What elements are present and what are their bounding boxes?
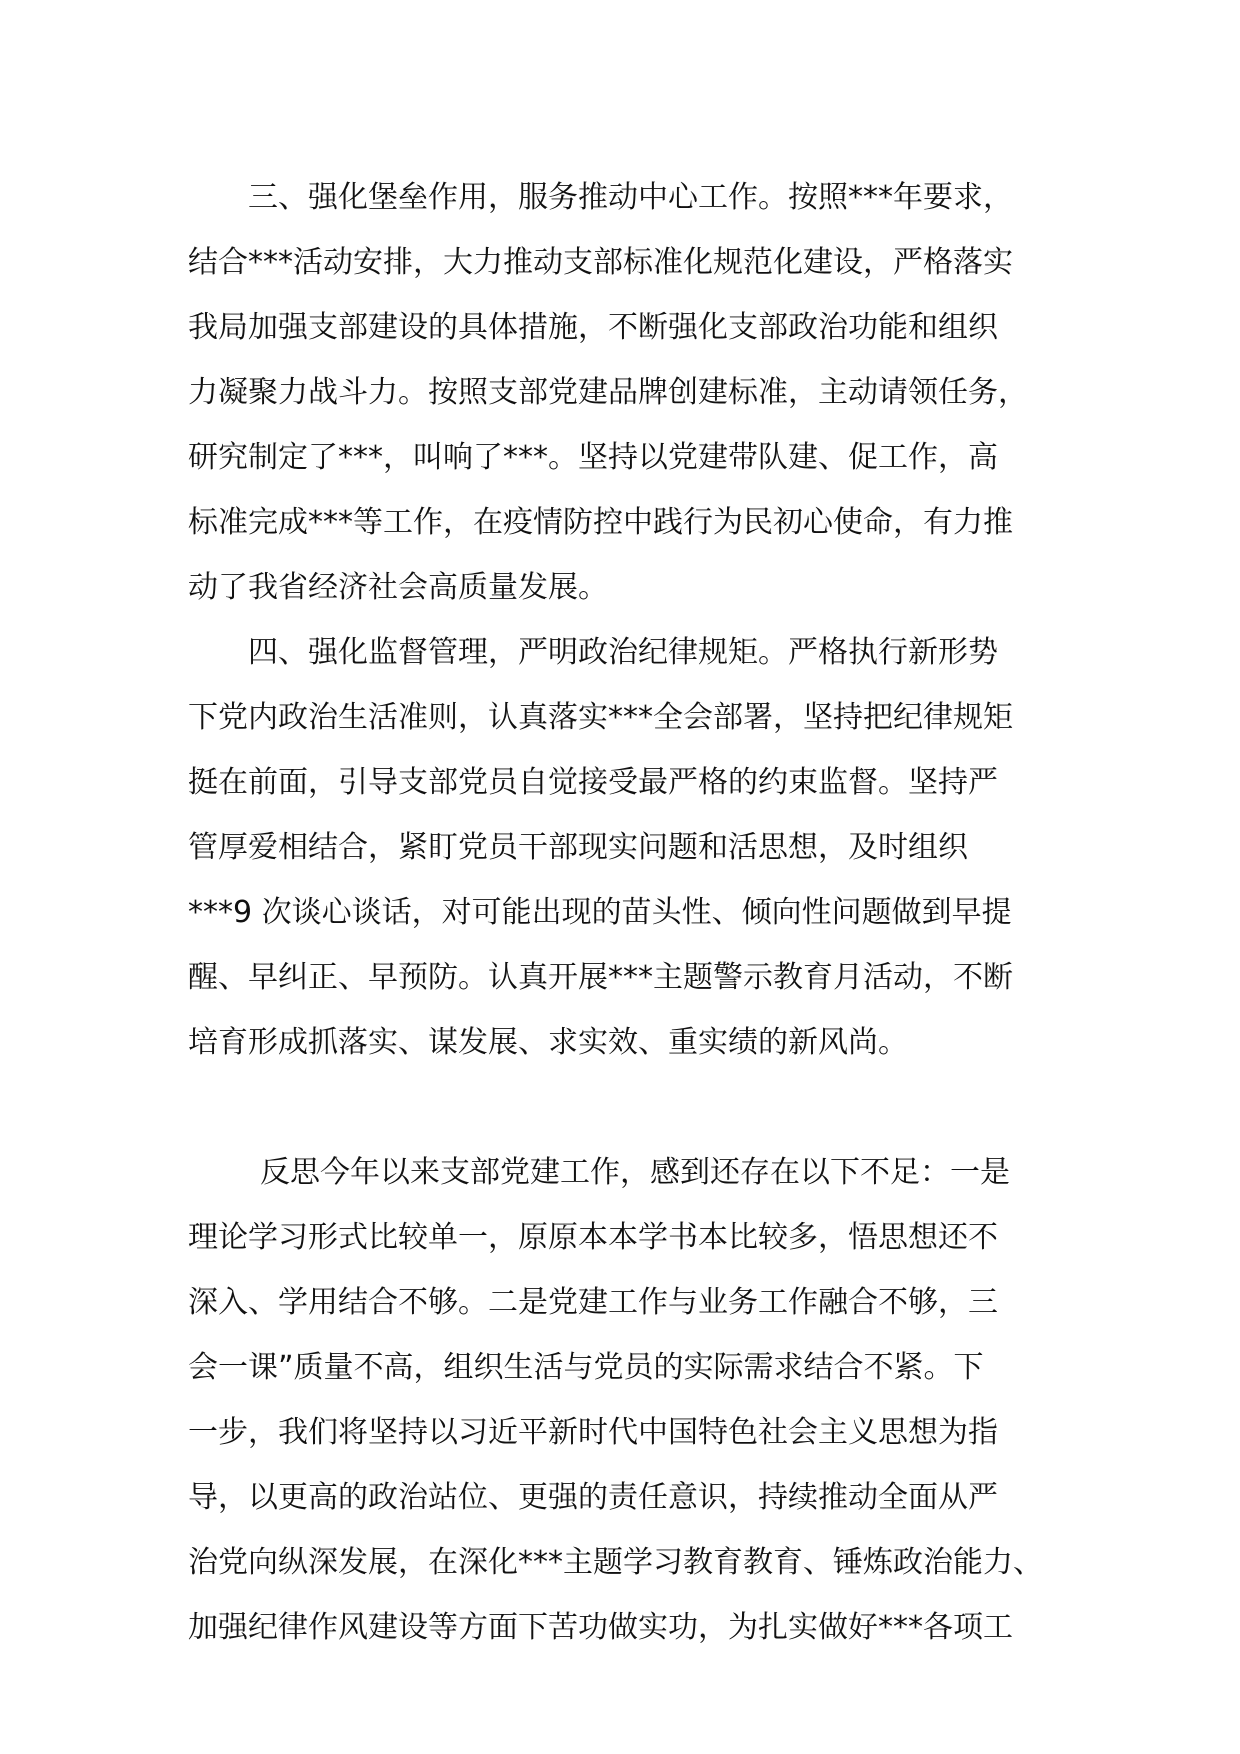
paragraph-line: 三、强化堡垒作用，服务推动中心工作。按照***年要求， xyxy=(248,180,1013,215)
document-body xyxy=(188,165,1068,1660)
paragraph-line: 导，以更高的政治站位、更强的责任意识，持续推动全面从严 xyxy=(188,1480,998,1515)
paragraph-line: ***9 次谈心谈话，对可能出现的苗头性、倾向性问题做到早提 xyxy=(188,895,1012,930)
paragraph-line: 管厚爱相结合，紧盯党员干部现实问题和活思想，及时组织 xyxy=(188,830,968,865)
paragraph-line xyxy=(188,1075,1068,1140)
paragraph-line: 培育形成抓落实、谋发展、求实效、重实绩的新风尚。 xyxy=(188,1025,908,1060)
paragraph-line: 一步，我们将坚持以习近平新时代中国特色社会主义思想为指 xyxy=(188,1415,998,1450)
paragraph-reflection xyxy=(188,1140,1068,1660)
paragraph-line: 理论学习形式比较单一，原原本本学书本比较多，悟思想还不 xyxy=(188,1220,998,1255)
paragraph-line: 深入、学用结合不够。二是党建工作与业务工作融合不够，三 xyxy=(188,1285,998,1320)
paragraph-line: 标准完成***等工作，在疫情防控中践行为民初心使命，有力推 xyxy=(188,505,1013,540)
paragraph-line: 挺在前面，引导支部党员自觉接受最严格的约束监督。坚持严 xyxy=(188,765,998,800)
paragraph-line: 反思今年以来支部党建工作，感到还存在以下不足：一是 xyxy=(260,1155,1010,1190)
paragraph-line: 加强纪律作风建设等方面下苦功做实功，为扎实做好***各项工 xyxy=(188,1610,1013,1645)
paragraph-line: 醒、早纠正、早预防。认真开展***主题警示教育月活动，不断 xyxy=(188,960,1013,995)
paragraph-section-three xyxy=(188,165,1068,620)
paragraph-line: 会一课”质量不高，组织生活与党员的实际需求结合不紧。下 xyxy=(188,1350,984,1385)
paragraph-line: 四、强化监督管理，严明政治纪律规矩。严格执行新形势 xyxy=(248,635,998,670)
paragraph-section-four xyxy=(188,620,1068,1140)
paragraph-line: 下党内政治生活准则，认真落实***全会部署，坚持把纪律规矩 xyxy=(188,700,1013,735)
paragraph-line: 动了我省经济社会高质量发展。 xyxy=(188,570,608,605)
paragraph-line: 治党向纵深发展，在深化***主题学习教育教育、锤炼政治能力、 xyxy=(188,1545,1043,1580)
paragraph-line: 研究制定了***，叫响了***。坚持以党建带队建、促工作，高 xyxy=(188,440,998,475)
paragraph-line: 我局加强支部建设的具体措施，不断强化支部政治功能和组织 xyxy=(188,310,998,345)
paragraph-line: 结合***活动安排，大力推动支部标准化规范化建设，严格落实 xyxy=(188,245,1013,280)
paragraph-line: 力凝聚力战斗力。按照支部党建品牌创建标准，主动请领任务， xyxy=(188,375,1028,410)
